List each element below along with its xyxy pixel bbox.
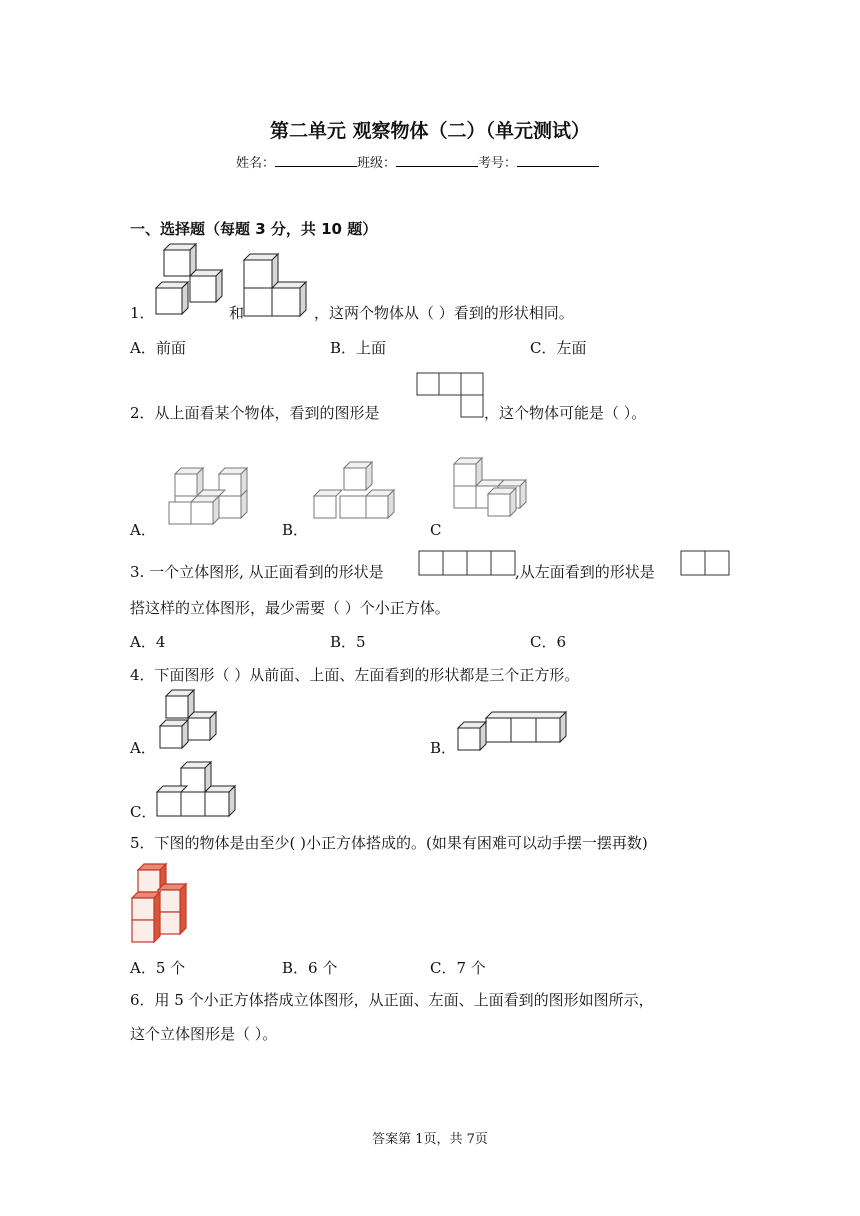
q2-top-view-figure: [416, 372, 484, 418]
page-title: 第二单元 观察物体（二）（单元测试）: [269, 120, 591, 142]
q2-option-b-figure[interactable]: [310, 460, 400, 522]
q2-option-c[interactable]: C: [430, 521, 442, 539]
q3-option-a[interactable]: A．4: [130, 633, 166, 651]
q4-option-a-figure[interactable]: [158, 688, 224, 754]
q6-line2: 这个立体图形是（ ）。: [130, 1025, 278, 1043]
q2-option-c-figure[interactable]: [450, 456, 534, 520]
q3-option-b[interactable]: B．5: [330, 633, 366, 651]
section-heading: 一、选择题（每题 3 分，共 10 题）: [130, 220, 378, 238]
exam-no-label: 考号：: [478, 156, 518, 171]
q1-figure-b: [242, 252, 312, 320]
q4-option-c-figure[interactable]: [155, 760, 239, 818]
q4-option-b[interactable]: B．: [430, 739, 457, 757]
exam-no-blank[interactable]: [517, 154, 599, 167]
q5-option-b[interactable]: B．6 个: [282, 959, 338, 977]
q4-stem: 4．下面图形（ ）从前面、上面、左面看到的形状都是三个正方形。: [130, 666, 580, 684]
name-blank[interactable]: [275, 154, 357, 167]
q1-option-c[interactable]: C．左面: [530, 339, 587, 357]
q5-option-a[interactable]: A．5 个: [130, 959, 186, 977]
q3-stem-c: 搭这样的立体图形，最少需要（ ）个小正方体。: [130, 599, 450, 617]
q1-stem: ，这两个物体从（ ）看到的形状相同。: [314, 304, 574, 322]
page-footer: 答案第 1页，共 7页: [372, 1132, 488, 1147]
q5-option-c[interactable]: C．7 个: [430, 959, 486, 977]
q2-option-a-figure[interactable]: [165, 464, 255, 526]
q2-option-b[interactable]: B．: [282, 521, 309, 539]
q2-stem-b: ，这个物体可能是（ ）。: [484, 404, 647, 422]
class-blank[interactable]: [396, 154, 478, 167]
q6-line1: 6．用 5 个小正方体搭成立体图形，从正面、左面、上面看到的图形如图所示，: [130, 991, 654, 1009]
q3-stem-b: ,从左面看到的形状是: [515, 563, 655, 581]
q1-option-a[interactable]: A．前面: [130, 339, 186, 357]
student-info-line: [236, 152, 599, 171]
q1-option-b[interactable]: B．上面: [330, 339, 387, 357]
q3-stem-a: 3. 一个立体图形, 从正面看到的形状是: [130, 563, 384, 581]
q2-option-a[interactable]: A．: [130, 521, 156, 539]
q2-stem-a: 2．从上面看某个物体，看到的图形是: [130, 404, 380, 422]
q4-option-c[interactable]: C．: [130, 803, 157, 821]
q1-number: 1．: [130, 304, 155, 322]
q1-and: 和: [229, 304, 245, 322]
q3-left-view-figure: [680, 550, 732, 578]
q4-option-a[interactable]: A．: [130, 739, 156, 757]
q3-option-c[interactable]: C．6: [530, 633, 567, 651]
q4-option-b-figure[interactable]: [456, 710, 568, 752]
class-label: 班级：: [357, 156, 397, 171]
name-label: 姓名：: [236, 156, 276, 171]
q3-front-view-figure: [418, 550, 518, 578]
q5-stem: 5．下图的物体是由至少( )小正方体搭成的。(如果有困难可以动手摆一摆再数): [130, 834, 648, 852]
q5-figure: [130, 862, 192, 944]
q1-figure-a: [150, 244, 230, 319]
